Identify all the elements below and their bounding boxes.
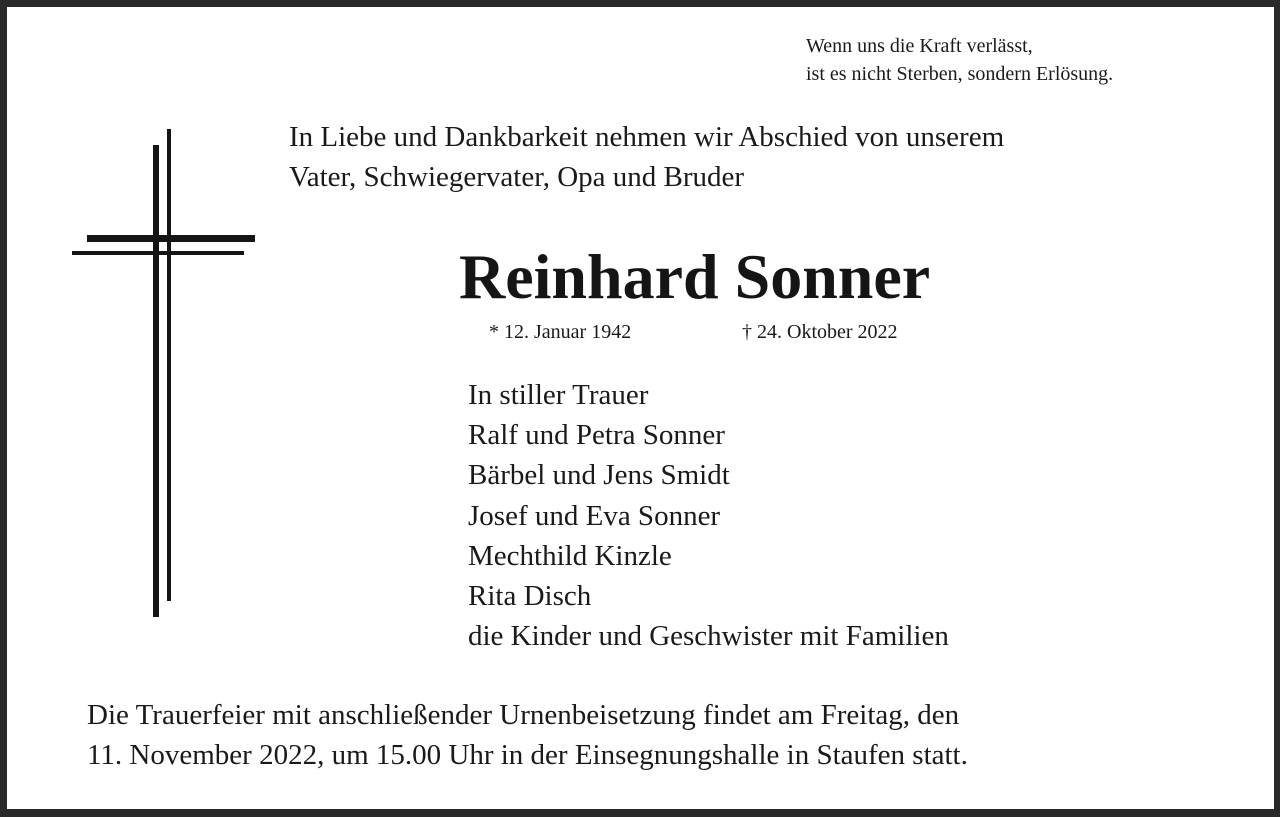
notice-line-2: 11. November 2022, um 15.00 Uhr in der Einsegnungshalle in Staufen statt. xyxy=(87,739,968,771)
cross-horizontal-main xyxy=(87,235,255,242)
mourner-item: Josef und Eva Sonner xyxy=(468,499,721,532)
death-date: † 24. Oktober 2022 xyxy=(742,321,898,343)
mourner-item: Bärbel und Jens Smidt xyxy=(468,459,730,492)
birth-date: * 12. Januar 1942 xyxy=(489,321,632,343)
motto-line-2: ist es nicht Sterben, sondern Erlösung. xyxy=(806,63,1114,85)
cross-icon xyxy=(67,125,267,625)
mourners-list xyxy=(468,375,949,656)
cross-vertical-thin xyxy=(167,129,171,601)
deceased-name: Reinhard Sonner xyxy=(459,241,931,312)
motto-line-1: Wenn uns die Kraft verlässt, xyxy=(806,35,1033,57)
motto-quote xyxy=(806,32,1113,88)
intro-text xyxy=(289,117,1004,197)
intro-line-2: Vater, Schwiegervater, Opa und Bruder xyxy=(289,161,745,193)
mourner-item: Ralf und Petra Sonner xyxy=(468,419,725,452)
cross-vertical-main xyxy=(153,145,159,617)
intro-line-1: In Liebe und Dankbarkeit nehmen wir Abschied von unserem xyxy=(289,121,1005,153)
mourner-item: die Kinder und Geschwister mit Familien xyxy=(468,620,949,653)
cross-horizontal-thin xyxy=(72,251,244,255)
mourner-item: Rita Disch xyxy=(468,580,592,613)
notice-line-1: Die Trauerfeier mit anschließender Urnenbeisetzung findet am Freitag, den xyxy=(87,699,960,731)
mourner-item: Mechthild Kinzle xyxy=(468,539,672,572)
mourners-heading: In stiller Trauer xyxy=(468,379,649,411)
funeral-notice xyxy=(87,695,968,775)
